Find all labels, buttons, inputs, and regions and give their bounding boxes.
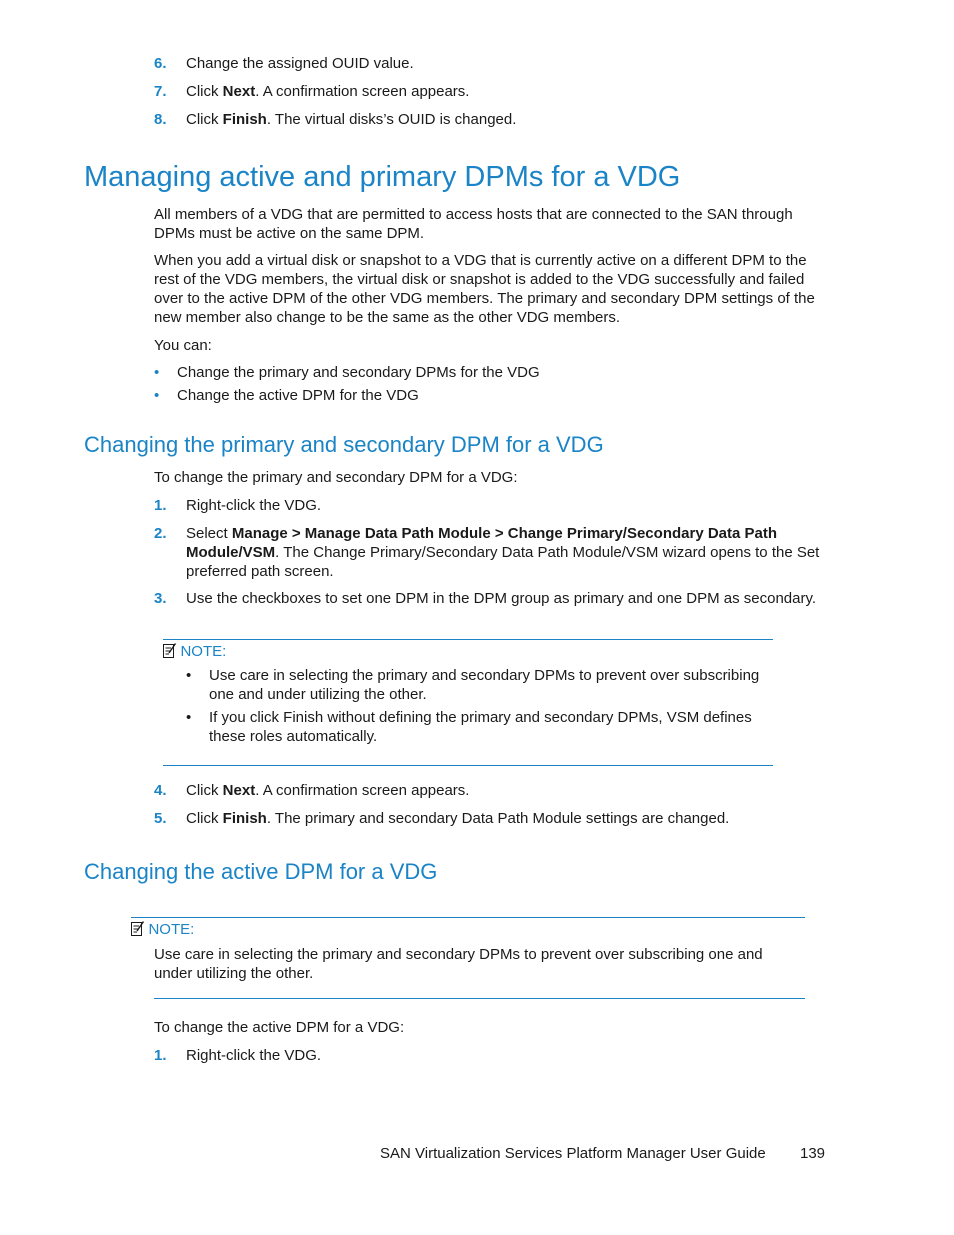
step-text: Right-click the VDG. [186, 497, 322, 514]
note-bullet: • Use care in selecting the primary and secondary DPMs to prevent over subscribing one and under utilizing the other. [186, 667, 760, 703]
step-number: 2. [154, 525, 167, 542]
paragraph: To change the primary and secondary DPM for a VDG: [154, 469, 518, 486]
list-item: • Change the active DPM for the VDG [154, 387, 419, 404]
note-header [163, 642, 226, 661]
step-number: 4. [154, 782, 167, 799]
step-text: Click Next. A confirmation screen appears. [186, 782, 470, 799]
bullet-icon: • [186, 667, 192, 684]
step-text: Click Next. A confirmation screen appears. [186, 83, 470, 100]
note-rule-bottom [154, 998, 805, 999]
step-text: Click Finish. The virtual disks’s OUID is changed. [186, 111, 517, 128]
note-rule-bottom [163, 765, 773, 766]
step-number: 6. [154, 55, 167, 72]
paragraph: To change the active DPM for a VDG: [154, 1019, 405, 1036]
note-rule-top [163, 639, 773, 640]
step-number: 8. [154, 111, 167, 128]
list-item: • Change the primary and secondary DPMs for the VDG [154, 364, 540, 381]
step-number: 5. [154, 810, 167, 827]
page-number: 139 [800, 1145, 826, 1162]
note-label: NOTE: [180, 643, 227, 660]
note-label: NOTE: [148, 921, 195, 938]
paragraph: When you add a virtual disk or snapshot to a VDG that is currently active on a different DPM to the rest of the VDG members, the virtual disk or snapshot is added to the VDG successfully and failed over to the active DPM of the other VDG members. The primary and secondary DPM settings of the new member also change to be the same as the other VDG members. [154, 252, 815, 326]
step-text: Select Manage > Manage Data Path Module > Change Primary/Secondary Data Path Module/VSM. The Change Primary/Secondary Data Path Module/VSM wizard opens to the Set preferred path screen. [186, 525, 820, 580]
paragraph: All members of a VDG that are permitted to access hosts that are connected to the SAN through DPMs must be active on the same DPM. [154, 206, 793, 242]
bullet-icon: • [154, 364, 160, 381]
paragraph: You can: [154, 337, 212, 354]
step-number: 1. [154, 497, 167, 514]
step-text: Use the checkboxes to set one DPM in the DPM group as primary and one DPM as secondary. [186, 590, 817, 607]
section-heading: Managing active and primary DPMs for a VDG [84, 161, 681, 193]
step-number: 3. [154, 590, 167, 607]
bullet-icon: • [186, 709, 192, 726]
footer-title: SAN Virtualization Services Platform Manager User Guide [380, 1145, 766, 1162]
note-bullet: • If you click Finish without defining the primary and secondary DPMs, VSM defines these roles automatically. [186, 709, 752, 745]
step-text: Right-click the VDG. [186, 1047, 322, 1064]
step-text: Click Finish. The primary and secondary Data Path Module settings are changed. [186, 810, 730, 827]
subsection-heading: Changing the active DPM for a VDG [84, 859, 438, 884]
step-text: Change the assigned OUID value. [186, 55, 414, 72]
note-icon [131, 921, 144, 936]
note-icon [163, 643, 176, 658]
note-rule-top [131, 917, 805, 918]
note-header [131, 920, 194, 939]
subsection-heading: Changing the primary and secondary DPM for a VDG [84, 432, 604, 457]
step-number: 1. [154, 1047, 167, 1064]
note-text: Use care in selecting the primary and secondary DPMs to prevent over subscribing one and under utilizing the other. [154, 946, 763, 982]
step-number: 7. [154, 83, 167, 100]
bullet-icon: • [154, 387, 160, 404]
